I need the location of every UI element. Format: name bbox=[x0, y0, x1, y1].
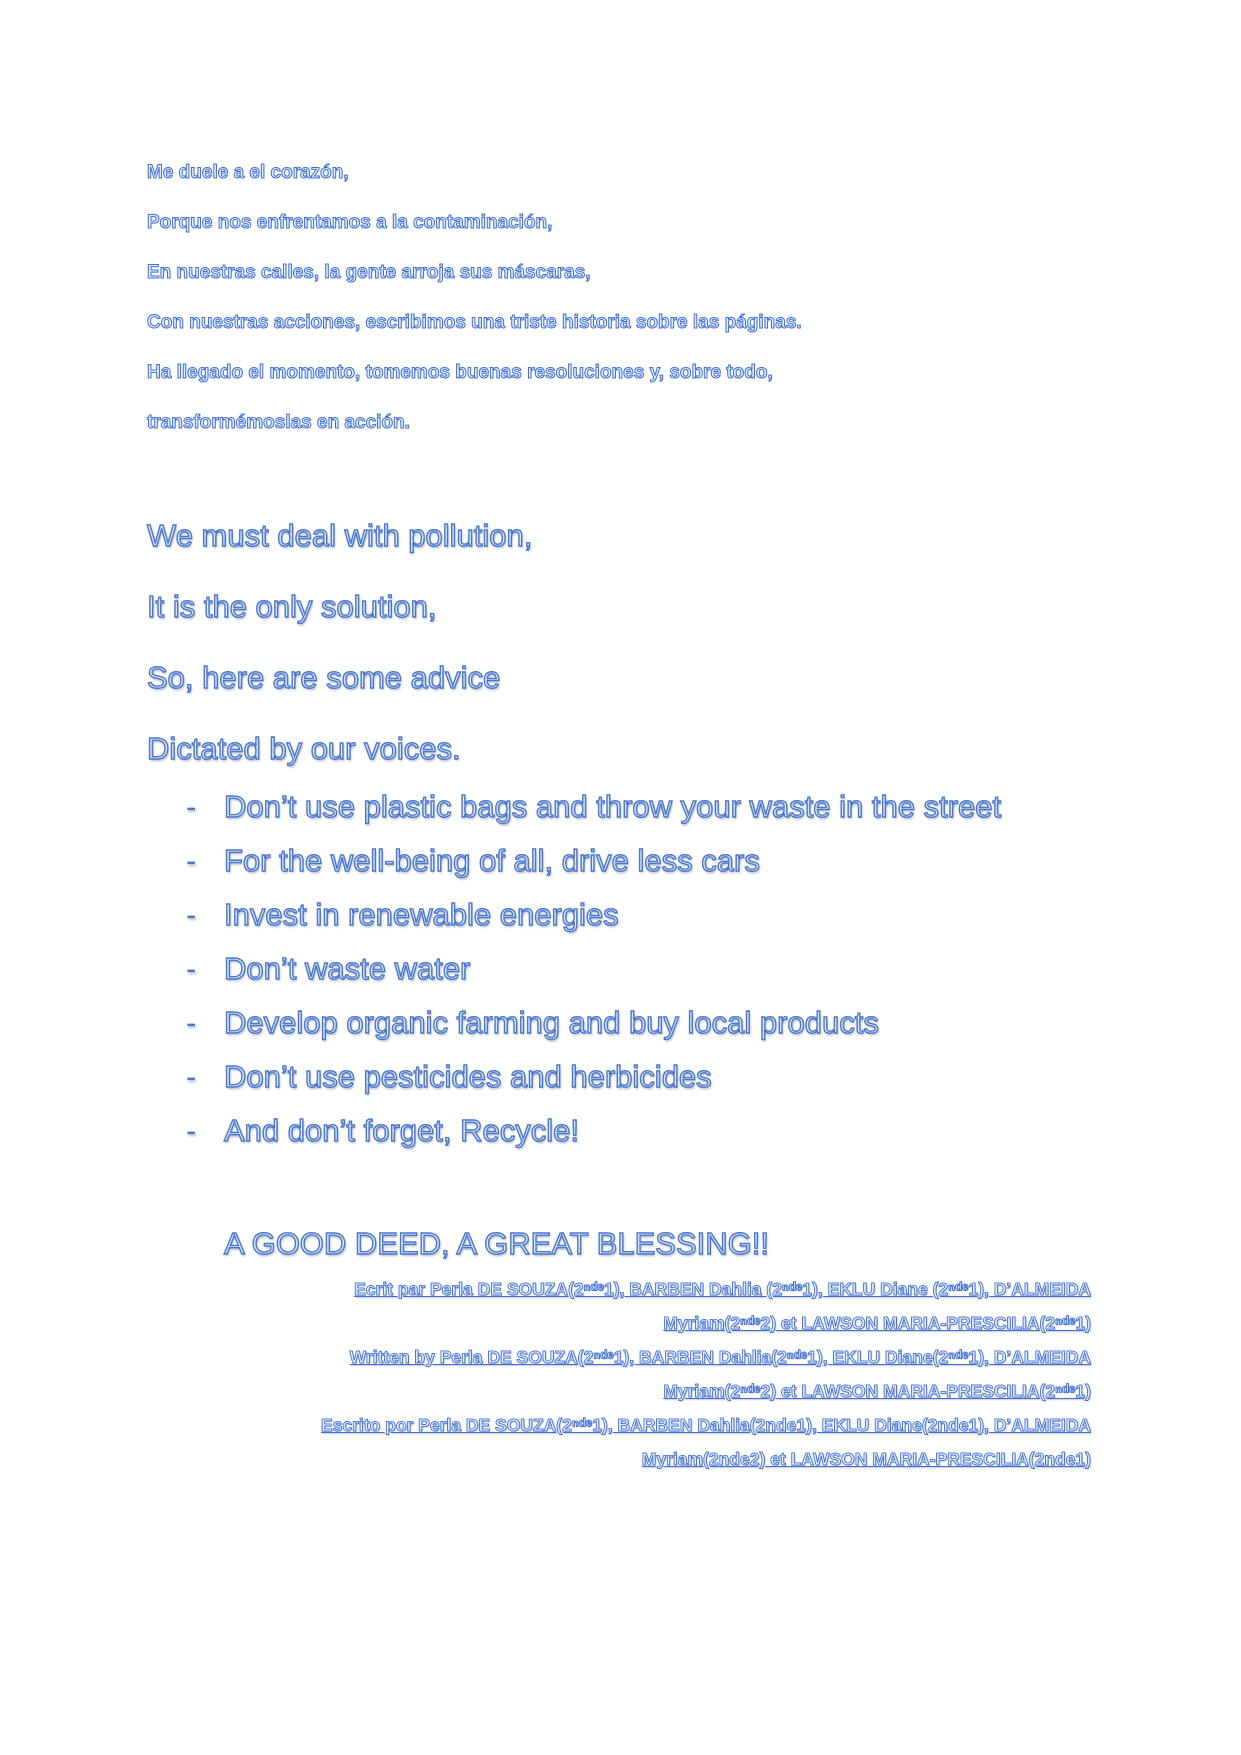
credit-line bbox=[191, 1408, 1091, 1442]
credit-text[interactable]: Myriam(2ⁿᵈᵉ2) et LAWSON MARIA-PRESCILIA(2ⁿᵈᵉ1) bbox=[663, 1381, 1091, 1401]
author-credits bbox=[191, 1272, 1091, 1476]
english-poem bbox=[147, 500, 532, 784]
english-line: We must deal with pollution, bbox=[147, 518, 533, 553]
credit-line bbox=[191, 1272, 1091, 1306]
advice-item: - And don’t forget, Recycle! bbox=[180, 1104, 1060, 1158]
advice-list bbox=[180, 780, 1060, 1158]
spanish-line: Me duele a el corazón, bbox=[147, 162, 349, 183]
credit-text[interactable]: Written by Perla DE SOUZA(2ⁿᵈᵉ1), BARBEN Dahlia(2ⁿᵈᵉ1), EKLU Diane(2ⁿᵈᵉ1), D’ALMEIDA bbox=[349, 1347, 1091, 1367]
credit-line bbox=[191, 1442, 1091, 1476]
credit-text[interactable]: Myriam(2ⁿᵈᵉ2) et LAWSON MARIA-PRESCILIA(2ⁿᵈᵉ1) bbox=[663, 1313, 1091, 1333]
closing-slogan: A GOOD DEED, A GREAT BLESSING!! bbox=[224, 1226, 769, 1261]
credit-line bbox=[191, 1374, 1091, 1408]
advice-item: - Don’t use plastic bags and throw your waste in the street bbox=[180, 780, 1060, 834]
english-line: It is the only solution, bbox=[147, 589, 437, 624]
advice-item: - For the well-being of all, drive less cars bbox=[180, 834, 1060, 888]
spanish-poem bbox=[147, 148, 802, 448]
advice-item: - Invest in renewable energies bbox=[180, 888, 1060, 942]
spanish-line: Con nuestras acciones, escribimos una triste historia sobre las páginas. bbox=[147, 312, 802, 333]
credit-text[interactable]: Ecrit par Perla DE SOUZA(2ⁿᵈᵉ1), BARBEN Dahlia (2ⁿᵈᵉ1), EKLU Diane (2ⁿᵈᵉ1), D’ALMEIDA bbox=[354, 1279, 1091, 1299]
advice-item: - Don’t use pesticides and herbicides bbox=[180, 1050, 1060, 1104]
spanish-line: Ha llegado el momento, tomemos buenas resoluciones y, sobre todo, bbox=[147, 362, 773, 383]
credit-text[interactable]: Myriam(2nde2) et LAWSON MARIA-PRESCILIA(2nde1) bbox=[641, 1449, 1091, 1469]
advice-item: - Develop organic farming and buy local products bbox=[180, 996, 1060, 1050]
credit-line bbox=[191, 1340, 1091, 1374]
spanish-line: transformémoslas en acción. bbox=[147, 412, 410, 433]
credit-line bbox=[191, 1306, 1091, 1340]
credit-text[interactable]: Escrito por Perla DE SOUZA(2ⁿᵈᵉ1), BARBEN Dahlia(2nde1), EKLU Diane(2nde1), D’ALMEIDA bbox=[320, 1415, 1091, 1435]
english-line: Dictated by our voices. bbox=[147, 731, 461, 766]
advice-item: - Don’t waste water bbox=[180, 942, 1060, 996]
spanish-line: En nuestras calles, la gente arroja sus máscaras, bbox=[147, 262, 591, 283]
spanish-line: Porque nos enfrentamos a la contaminación, bbox=[147, 212, 553, 233]
english-line: So, here are some advice bbox=[147, 660, 501, 695]
